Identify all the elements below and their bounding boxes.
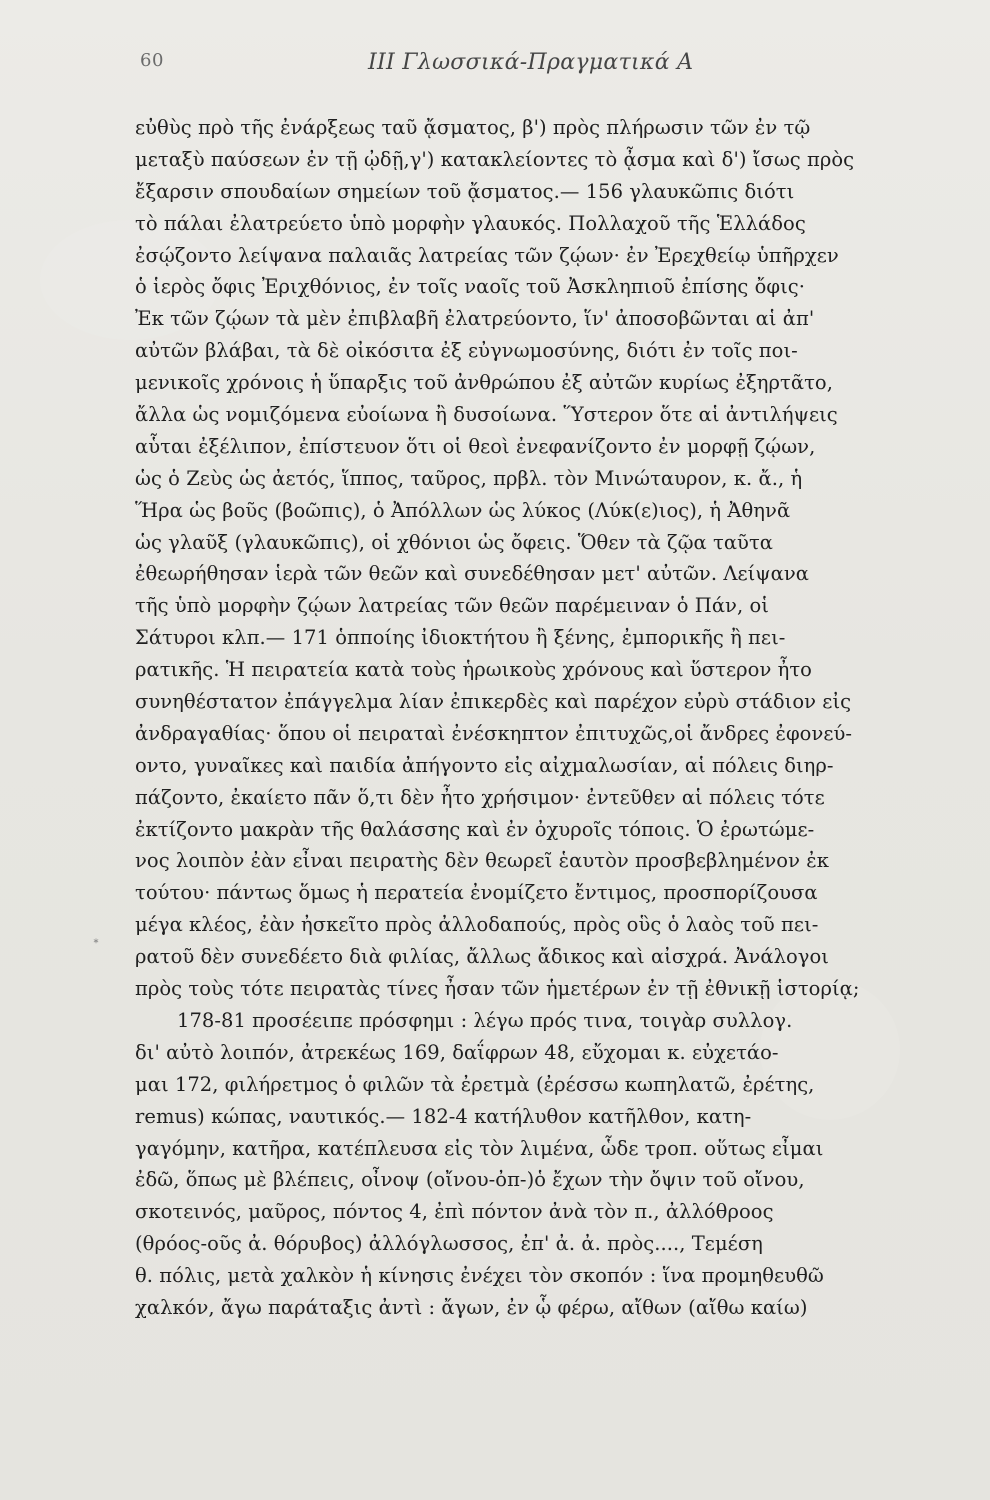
text-line: ἐκτίζοντο μακρὰν τῆς θαλάσσης καὶ ἐν ὀχυροῖς τόποις. Ὁ ἐρωτώμε- [135, 817, 815, 841]
text-line: μενικοῖς χρόνοις ἡ ὕπαρξις τοῦ ἀνθρώπου ἐξ αὐτῶν κυρίως ἐξηρτᾶτο, [135, 371, 833, 395]
text-line: ὡς ὁ Ζεὺς ὡς ἀετός, ἵππος, ταῦρος, πρβλ. τὸν Μινώταυρον, κ. ἄ., ἡ [135, 466, 803, 490]
text-line: ὁ ἱερὸς ὄφις Ἐριχθόνιος, ἐν τοῖς ναοῖς τοῦ Ἀσκληπιοῦ ἐπίσης ὄφις· [135, 275, 806, 299]
text-line: σκοτεινός, μαῦρος, πόντος 4, ἐπὶ πόντον ἀνὰ τὸν π., ἀλλόθροος [135, 1200, 774, 1224]
text-line: αὗται ἐξέλιπον, ἐπίστευον ὅτι οἱ θεοὶ ἐνεφανίζοντο ἐν μορφῇ ζῴων, [135, 434, 816, 458]
text-line: 178-81 προσέειπε πρόσφημι : λέγω πρός τινα, τοιγὰρ συλλογ. [177, 1008, 793, 1032]
text-line: ἐσῴζοντο λείψανα παλαιᾶς λατρείας τῶν ζῴων· ἐν Ἐρεχθείῳ ὑπῆρχεν [135, 243, 839, 267]
text-line: οντο, γυναῖκες καὶ παιδία ἀπήγοντο εἰς αἰχμαλωσίαν, αἱ πόλεις διηρ- [135, 753, 834, 777]
margin-mark: * [93, 938, 99, 949]
text-line: τῆς ὑπὸ μορφὴν ζῴων λατρείας τῶν θεῶν παρέμειναν ὁ Πάν, οἱ [135, 594, 769, 618]
text-line: τὸ πάλαι ἐλατρεύετο ὑπὸ μορφὴν γλαυκός. Πολλαχοῦ τῆς Ἑλλάδος [135, 211, 806, 235]
text-line: μαι 172, φιλήρετμος ὁ φιλῶν τὰ ἐρετμὰ (ἐρέσσω κωπηλατῶ, ἐρέτης, [135, 1072, 815, 1096]
text-line: ἄλλα ὡς νομιζόμενα εὐοίωνα ἢ δυσοίωνα. Ὕστερον ὅτε αἱ ἀντιλήψεις [135, 403, 838, 427]
text-line: συνηθέστατον ἐπάγγελμα λίαν ἐπικερδὲς καὶ παρέχον εὐρὺ στάδιον εἰς [135, 690, 852, 714]
text-line: remus) κώπας, ναυτικός.— 182-4 κατήλυθον κατῆλθον, κατη- [135, 1104, 752, 1128]
text-line: Σάτυροι κλπ.— 171 ὁπποίης ἰδιοκτήτου ἢ ξένης, ἐμπορικῆς ἢ πει- [135, 626, 786, 650]
page-header [140, 50, 880, 84]
text-line: ρατικῆς. Ἡ πειρατεία κατὰ τοὺς ἡρωικοὺς χρόνους καὶ ὕστερον ἦτο [135, 658, 812, 682]
text-line: αὐτῶν βλάβαι, τὰ δὲ οἰκόσιτα ἐξ εὐγνωμοσύνης, διότι ἐν τοῖς ποι- [135, 339, 798, 363]
text-line: ἐδῶ, ὅπως μὲ βλέπεις, οἶνοψ (οἴνου-ὀπ-)ὁ ἔχων τὴν ὄψιν τοῦ οἴνου, [135, 1168, 805, 1192]
text-line: θ. πόλις, μετὰ χαλκὸν ἡ κίνησις ἐνέχει τὸν σκοπόν : ἵνα προμηθευθῶ [135, 1264, 824, 1288]
text-line: ἔξαρσιν σπουδαίων σημείων τοῦ ᾄσματος.— 156 γλαυκῶπις διότι [135, 179, 795, 203]
text-line: Ἐκ τῶν ζῴων τὰ μὲν ἐπιβλαβῆ ἐλατρεύοντο, ἵν' ἀποσοβῶνται αἱ ἀπ' [135, 307, 815, 331]
text-line: Ἥρα ὡς βοῦς (βοῶπις), ὁ Ἀπόλλων ὡς λύκος (Λύκ(ε)ιος), ἡ Ἀθηνᾶ [135, 498, 791, 522]
text-line: τούτου· πάντως ὅμως ἡ περατεία ἐνομίζετο ἔντιμος, προσπορίζουσα [135, 881, 818, 905]
page-number: 60 [140, 50, 164, 71]
text-line: ρατοῦ δὲν συνεδέετο διὰ φιλίας, ἄλλως ἄδικος καὶ αἰσχρά. Ἀνάλογοι [135, 945, 829, 969]
text-line: νος λοιπὸν ἐὰν εἶναι πειρατὴς δὲν θεωρεῖ ἑαυτὸν προσβεβλημένον ἐκ [135, 849, 829, 873]
text-line: δι' αὐτὸ λοιπόν, ἀτρεκέως 169, δαΐφρων 48, εὔχομαι κ. εὐχετάο- [135, 1040, 779, 1064]
body-text [135, 112, 887, 1324]
running-title: III Γλωσσικά-Πραγματικά Α [368, 50, 694, 75]
text-line: ὡς γλαῦξ (γλαυκῶπις), οἱ χθόνιοι ὡς ὄφεις. Ὅθεν τὰ ζῷα ταῦτα [135, 530, 774, 554]
text-line: πρὸς τοὺς τότε πειρατὰς τίνες ἦσαν τῶν ἡμετέρων ἐν τῇ ἐθνικῇ ἱστορίᾳ; [135, 977, 860, 1001]
text-line: γαγόμην, κατῆρα, κατέπλευσα εἰς τὸν λιμένα, ὧδε τροπ. οὕτως εἶμαι [135, 1136, 824, 1160]
text-line: χαλκόν, ἄγω παράταξις ἀντὶ : ἄγων, ἐν ᾧ φέρω, αἴθων (αἴθω καίω) [135, 1295, 808, 1319]
text-line: ἀνδραγαθίας· ὅπου οἱ πειραταὶ ἐνέσκηπτον ἐπιτυχῶς,οἱ ἄνδρες ἐφονεύ- [135, 721, 853, 745]
text-line: πάζοντο, ἐκαίετο πᾶν ὅ,τι δὲν ἦτο χρήσιμον· ἐντεῦθεν αἱ πόλεις τότε [135, 785, 825, 809]
text-line: εὐθὺς πρὸ τῆς ἐνάρξεως ταῦ ᾄσματος, β') πρὸς πλήρωσιν τῶν ἐν τῷ [135, 116, 811, 139]
text-line: (θρόος-οῦς ἀ. θόρυβος) ἀλλόγλωσσος, ἐπ' ἀ. ἀ. πρὸς...., Τεμέση [135, 1232, 763, 1256]
text-line: μέγα κλέος, ἐὰν ἠσκεῖτο πρὸς ἀλλοδαπούς, πρὸς οὓς ὁ λαὸς τοῦ πει- [135, 913, 819, 937]
text-line: μεταξὺ παύσεων ἐν τῇ ᾠδῇ,γ') κατακλείοντες τὸ ᾆσμα καὶ δ') ἴσως πρὸς [135, 147, 855, 171]
text-line: ἐθεωρήθησαν ἱερὰ τῶν θεῶν καὶ συνεδέθησαν μετ' αὐτῶν. Λείψανα [135, 562, 809, 586]
